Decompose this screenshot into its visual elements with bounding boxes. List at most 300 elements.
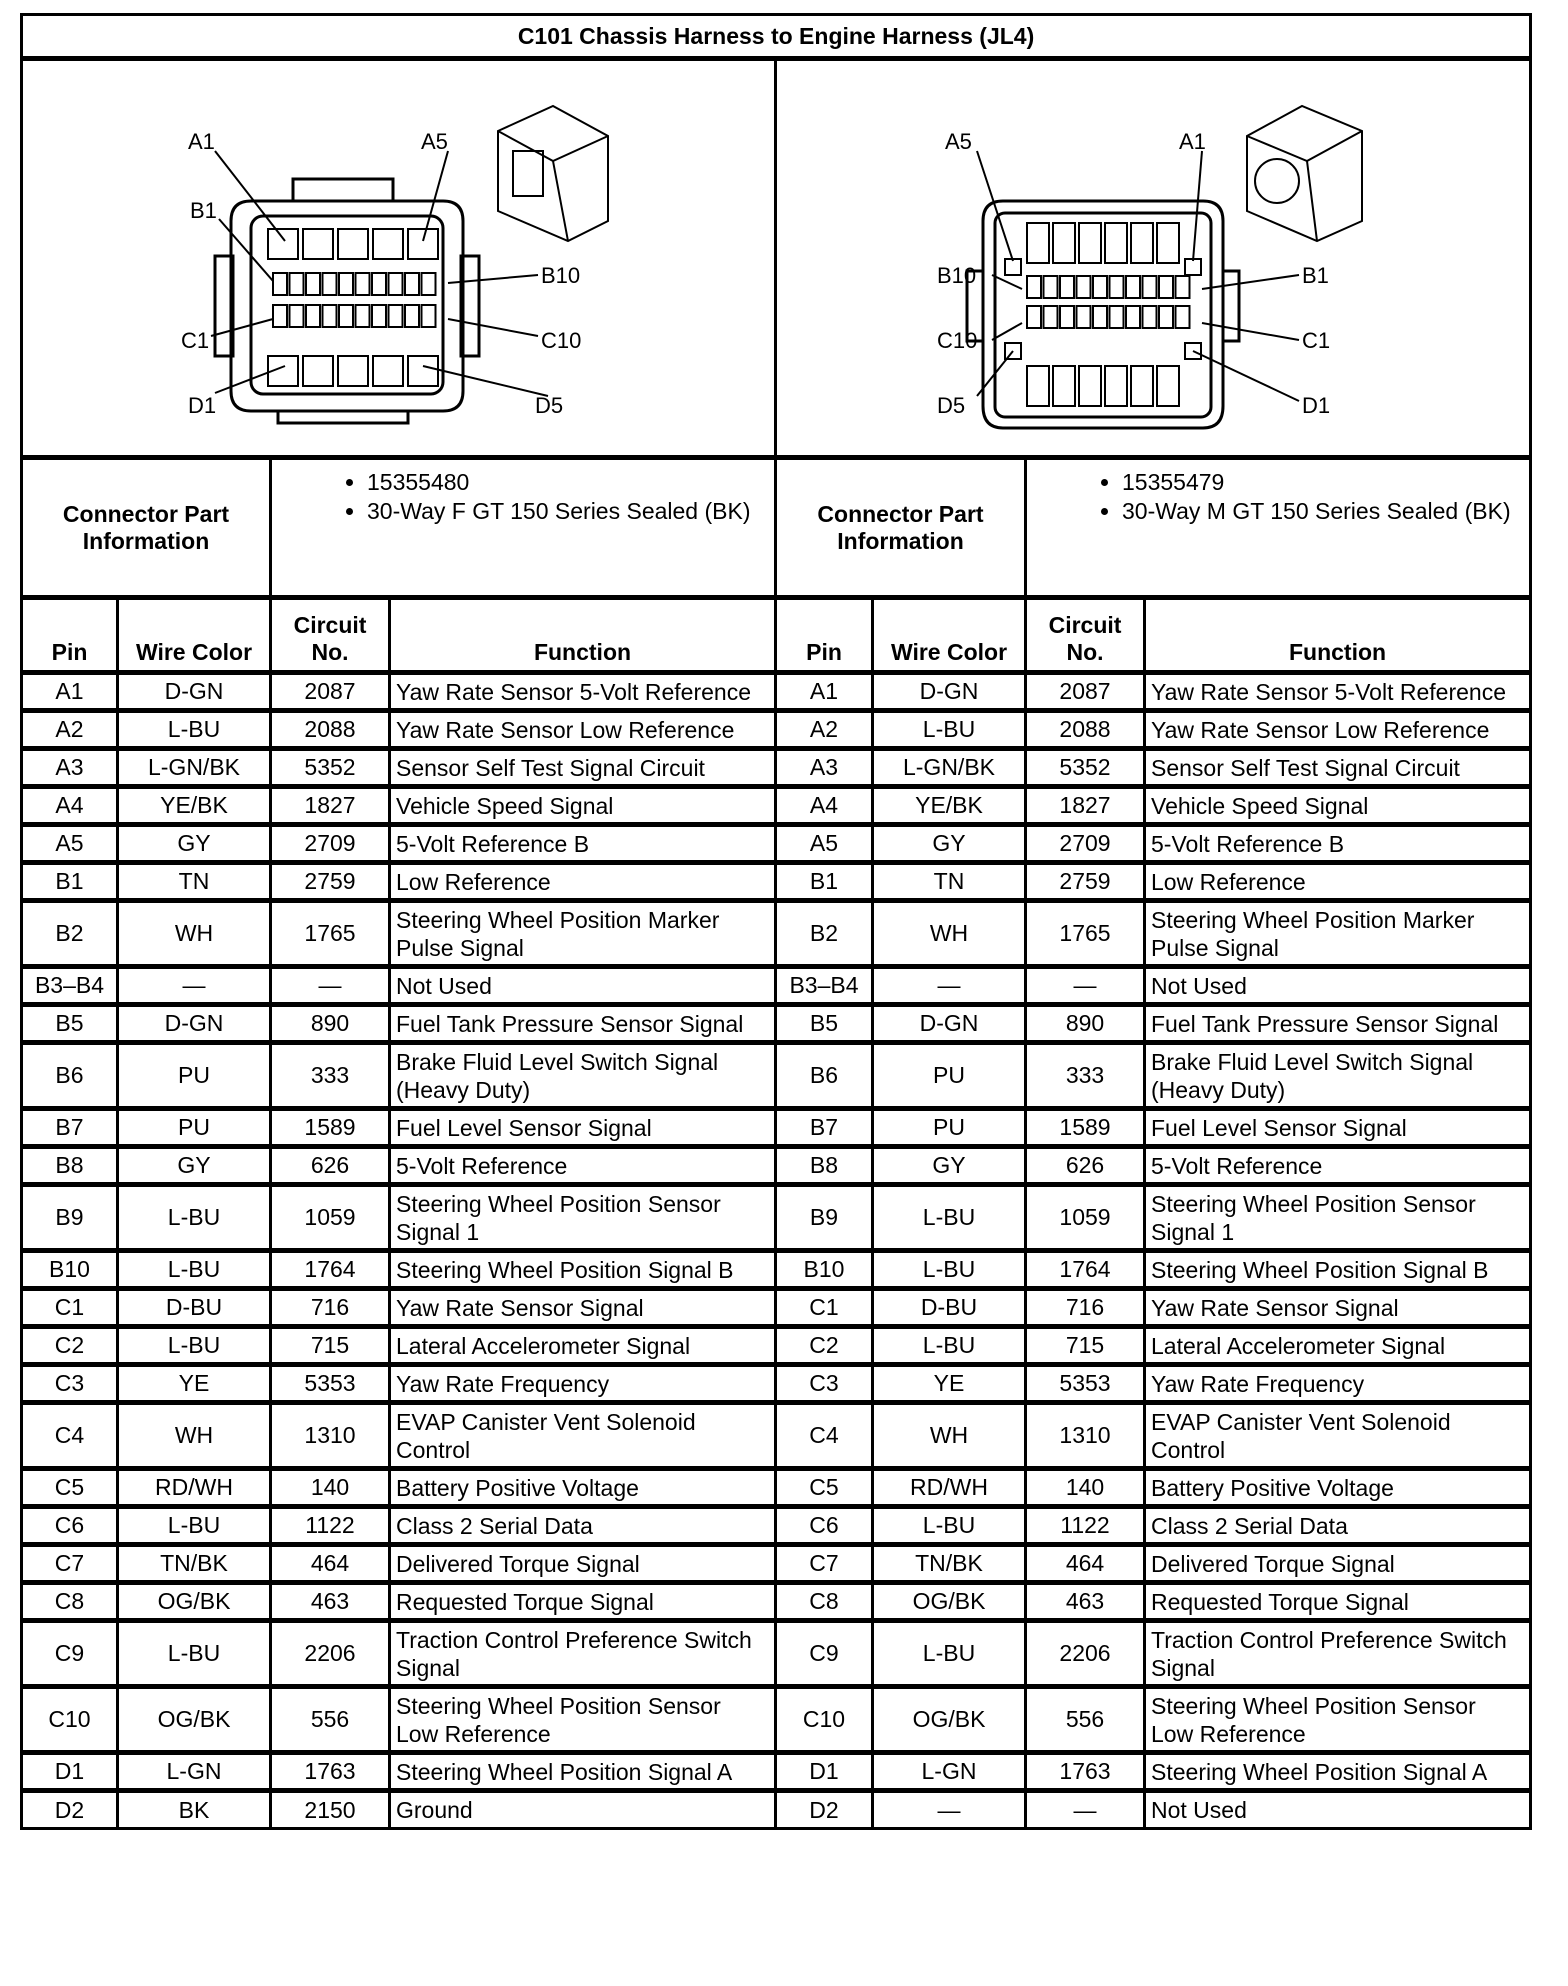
table-row bbox=[22, 1469, 1531, 1507]
pin-label-a5: A5 bbox=[421, 129, 448, 154]
wire-color-cell: GY bbox=[873, 825, 1026, 863]
pin-label-b10: B10 bbox=[937, 263, 977, 288]
pin-cell: C1 bbox=[22, 1289, 118, 1327]
pin-cell: B3–B4 bbox=[776, 967, 873, 1005]
table-row bbox=[22, 1147, 1531, 1185]
function-cell: Lateral Accelerometer Signal bbox=[390, 1327, 776, 1365]
pin-cell: A4 bbox=[22, 787, 118, 825]
pin-cell: C9 bbox=[22, 1621, 118, 1687]
wire-color-cell: PU bbox=[118, 1109, 271, 1147]
pin-cavity bbox=[405, 305, 419, 327]
connector-part-label: Connector Part Information bbox=[22, 458, 271, 598]
pin-cavity bbox=[1093, 306, 1107, 328]
table-row bbox=[22, 1687, 1531, 1753]
wire-color-cell: L-BU bbox=[873, 1185, 1026, 1251]
header-function: Function bbox=[1145, 598, 1531, 673]
pin-cavity bbox=[1126, 276, 1140, 298]
pin-cell: C5 bbox=[776, 1469, 873, 1507]
circuit-number-cell: 1059 bbox=[1026, 1185, 1145, 1251]
circuit-number-cell: 463 bbox=[271, 1583, 390, 1621]
wire-color-cell: TN bbox=[873, 863, 1026, 901]
wire-color-cell: L-BU bbox=[873, 711, 1026, 749]
pin-cell: B9 bbox=[22, 1185, 118, 1251]
function-cell: 5-Volt Reference B bbox=[390, 825, 776, 863]
circuit-number-cell: 715 bbox=[1026, 1327, 1145, 1365]
table-row bbox=[22, 1791, 1531, 1829]
pin-cell: A2 bbox=[22, 711, 118, 749]
circuit-number-cell: 716 bbox=[271, 1289, 390, 1327]
pin-label-c1: C1 bbox=[181, 328, 210, 353]
function-cell: Low Reference bbox=[390, 863, 776, 901]
pin-label-a5: A5 bbox=[945, 129, 972, 154]
pin-cell: C10 bbox=[776, 1687, 873, 1753]
circuit-number-cell: 626 bbox=[271, 1147, 390, 1185]
wire-color-cell: OG/BK bbox=[118, 1687, 271, 1753]
wire-color-cell: PU bbox=[873, 1043, 1026, 1109]
pin-cell: C7 bbox=[22, 1545, 118, 1583]
wire-color-cell: WH bbox=[873, 901, 1026, 967]
pin-cavity bbox=[356, 273, 370, 295]
circuit-number-cell: 2150 bbox=[271, 1791, 390, 1829]
circuit-number-cell: 2759 bbox=[1026, 863, 1145, 901]
pin-cavity bbox=[389, 273, 403, 295]
wire-color-cell: GY bbox=[118, 1147, 271, 1185]
function-cell: Traction Control Preference Switch Signal bbox=[390, 1621, 776, 1687]
pin-label-c1: C1 bbox=[1302, 328, 1331, 353]
wire-color-cell: YE/BK bbox=[118, 787, 271, 825]
function-cell: Not Used bbox=[1145, 1791, 1531, 1829]
table-row bbox=[22, 1621, 1531, 1687]
circuit-number-cell: 333 bbox=[271, 1043, 390, 1109]
circuit-number-cell: 464 bbox=[271, 1545, 390, 1583]
pin-cavity bbox=[1110, 306, 1124, 328]
table-row bbox=[22, 825, 1531, 863]
function-cell: Traction Control Preference Switch Signal bbox=[1145, 1621, 1531, 1687]
table-row bbox=[22, 863, 1531, 901]
pin-cavity bbox=[1027, 223, 1049, 263]
circuit-number-cell: 1827 bbox=[271, 787, 390, 825]
connector-3d-icon bbox=[1247, 106, 1362, 241]
function-cell: Steering Wheel Position Signal B bbox=[1145, 1251, 1531, 1289]
circuit-number-cell: 2206 bbox=[1026, 1621, 1145, 1687]
function-cell: Steering Wheel Position Marker Pulse Signal bbox=[390, 901, 776, 967]
pin-cell: B8 bbox=[22, 1147, 118, 1185]
circuit-number-cell: 1310 bbox=[1026, 1403, 1145, 1469]
circuit-number-cell: 1059 bbox=[271, 1185, 390, 1251]
function-cell: Battery Positive Voltage bbox=[1145, 1469, 1531, 1507]
pin-cavity bbox=[1105, 366, 1127, 406]
pin-label-c10: C10 bbox=[937, 328, 978, 353]
pin-cavity bbox=[1060, 276, 1074, 298]
header-circuit-no: Circuit No. bbox=[271, 598, 390, 673]
pin-label-b1: B1 bbox=[1302, 263, 1329, 288]
circuit-number-cell: 2087 bbox=[271, 673, 390, 711]
table-row bbox=[22, 1109, 1531, 1147]
wire-color-cell: L-BU bbox=[118, 1251, 271, 1289]
circuit-number-cell: 890 bbox=[1026, 1005, 1145, 1043]
pin-cell: B3–B4 bbox=[22, 967, 118, 1005]
wire-color-cell: L-GN bbox=[873, 1753, 1026, 1791]
wire-color-cell: D-GN bbox=[118, 673, 271, 711]
wire-color-cell: L-BU bbox=[118, 1621, 271, 1687]
function-cell: Steering Wheel Position Sensor Low Reference bbox=[390, 1687, 776, 1753]
pin-cell: C3 bbox=[776, 1365, 873, 1403]
connector-part-info bbox=[271, 458, 776, 598]
circuit-number-cell: 1827 bbox=[1026, 787, 1145, 825]
pin-cavity bbox=[1110, 276, 1124, 298]
pin-cavity bbox=[273, 273, 287, 295]
function-cell: Yaw Rate Frequency bbox=[390, 1365, 776, 1403]
table-row bbox=[22, 967, 1531, 1005]
wire-color-cell: L-BU bbox=[873, 1327, 1026, 1365]
pin-cell: B9 bbox=[776, 1185, 873, 1251]
header-function: Function bbox=[390, 598, 776, 673]
pin-label-d5: D5 bbox=[535, 393, 564, 418]
circuit-number-cell: 5353 bbox=[271, 1365, 390, 1403]
circuit-number-cell: 1589 bbox=[271, 1109, 390, 1147]
circuit-number-cell: 556 bbox=[1026, 1687, 1145, 1753]
pin-cavity bbox=[290, 273, 304, 295]
wire-color-cell: OG/BK bbox=[873, 1687, 1026, 1753]
table-row bbox=[22, 1289, 1531, 1327]
pin-cavity bbox=[1077, 276, 1091, 298]
wire-color-cell: L-BU bbox=[118, 711, 271, 749]
pin-cavity bbox=[1060, 306, 1074, 328]
function-cell: Brake Fluid Level Switch Signal (Heavy Duty) bbox=[390, 1043, 776, 1109]
male-connector-drawing bbox=[777, 61, 1531, 449]
function-cell: Yaw Rate Sensor Low Reference bbox=[1145, 711, 1531, 749]
pin-cell: B6 bbox=[776, 1043, 873, 1109]
wire-color-cell: YE bbox=[873, 1365, 1026, 1403]
pin-label-b10: B10 bbox=[541, 263, 581, 288]
pin-cavity bbox=[339, 273, 353, 295]
pin-cavity bbox=[1079, 366, 1101, 406]
pin-cavity bbox=[372, 305, 386, 327]
column-headers bbox=[22, 598, 1531, 673]
pin-cell: B7 bbox=[22, 1109, 118, 1147]
circuit-number-cell: 1763 bbox=[271, 1753, 390, 1791]
function-cell: Sensor Self Test Signal Circuit bbox=[390, 749, 776, 787]
wire-color-cell: RD/WH bbox=[118, 1469, 271, 1507]
function-cell: Sensor Self Test Signal Circuit bbox=[1145, 749, 1531, 787]
pin-cavity bbox=[1131, 223, 1153, 263]
pin-cell: C5 bbox=[22, 1469, 118, 1507]
pin-cavity bbox=[1143, 306, 1157, 328]
circuit-number-cell: 1589 bbox=[1026, 1109, 1145, 1147]
wire-color-cell: — bbox=[873, 967, 1026, 1005]
function-cell: Requested Torque Signal bbox=[390, 1583, 776, 1621]
wire-color-cell: L-GN/BK bbox=[118, 749, 271, 787]
pin-cell: B2 bbox=[22, 901, 118, 967]
table-row bbox=[22, 711, 1531, 749]
circuit-number-cell: 333 bbox=[1026, 1043, 1145, 1109]
pin-cavity bbox=[1027, 276, 1041, 298]
circuit-number-cell: 2759 bbox=[271, 863, 390, 901]
table-row bbox=[22, 749, 1531, 787]
circuit-number-cell: 1765 bbox=[271, 901, 390, 967]
pin-cell: B5 bbox=[22, 1005, 118, 1043]
wire-color-cell: L-BU bbox=[118, 1507, 271, 1545]
header-wire-color: Wire Color bbox=[873, 598, 1026, 673]
pin-cell: C2 bbox=[776, 1327, 873, 1365]
circuit-number-cell: 2206 bbox=[271, 1621, 390, 1687]
wire-color-cell: OG/BK bbox=[873, 1583, 1026, 1621]
pin-cell: A3 bbox=[776, 749, 873, 787]
pin-cell: A5 bbox=[22, 825, 118, 863]
pin-cell: A5 bbox=[776, 825, 873, 863]
table-row bbox=[22, 1365, 1531, 1403]
pin-cavity bbox=[1157, 223, 1179, 263]
connector-part-label: Connector Part Information bbox=[776, 458, 1026, 598]
circuit-number-cell: 626 bbox=[1026, 1147, 1145, 1185]
pin-cell: D1 bbox=[22, 1753, 118, 1791]
pin-cell: C10 bbox=[22, 1687, 118, 1753]
pin-cavity bbox=[1079, 223, 1101, 263]
wire-color-cell: WH bbox=[118, 901, 271, 967]
circuit-number-cell: 140 bbox=[271, 1469, 390, 1507]
pin-cavity bbox=[1131, 366, 1153, 406]
pin-cell: C4 bbox=[22, 1403, 118, 1469]
function-cell: Steering Wheel Position Signal A bbox=[390, 1753, 776, 1791]
function-cell: Steering Wheel Position Signal B bbox=[390, 1251, 776, 1289]
wire-color-cell: YE bbox=[118, 1365, 271, 1403]
pin-cavity bbox=[290, 305, 304, 327]
circuit-number-cell: 556 bbox=[271, 1687, 390, 1753]
function-cell: Ground bbox=[390, 1791, 776, 1829]
pin-cell: C7 bbox=[776, 1545, 873, 1583]
pin-cavity bbox=[1027, 306, 1041, 328]
pin-cavity bbox=[1044, 306, 1058, 328]
circuit-number-cell: 715 bbox=[271, 1327, 390, 1365]
pin-label-a1: A1 bbox=[1179, 129, 1206, 154]
circuit-number-cell: 5352 bbox=[1026, 749, 1145, 787]
pin-cavity bbox=[1093, 276, 1107, 298]
circuit-number-cell: 1310 bbox=[271, 1403, 390, 1469]
header-circuit-no: Circuit No. bbox=[1026, 598, 1145, 673]
function-cell: Fuel Tank Pressure Sensor Signal bbox=[1145, 1005, 1531, 1043]
connector-3d-icon bbox=[498, 106, 608, 241]
table-row bbox=[22, 1545, 1531, 1583]
pin-cell: B5 bbox=[776, 1005, 873, 1043]
wire-color-cell: TN/BK bbox=[118, 1545, 271, 1583]
wire-color-cell: WH bbox=[118, 1403, 271, 1469]
pin-cavity bbox=[1053, 223, 1075, 263]
pin-cell: B7 bbox=[776, 1109, 873, 1147]
pin-cell: C8 bbox=[22, 1583, 118, 1621]
wire-color-cell: L-BU bbox=[873, 1621, 1026, 1687]
circuit-number-cell: 1764 bbox=[271, 1251, 390, 1289]
wire-color-cell: RD/WH bbox=[873, 1469, 1026, 1507]
function-cell: Steering Wheel Position Signal A bbox=[1145, 1753, 1531, 1791]
circuit-number-cell: 2088 bbox=[1026, 711, 1145, 749]
wire-color-cell: BK bbox=[118, 1791, 271, 1829]
connector-pinout-table bbox=[20, 13, 1532, 1830]
pin-cavity bbox=[389, 305, 403, 327]
pin-cell: B2 bbox=[776, 901, 873, 967]
part-description: • 30-Way M GT 150 Series Sealed (BK) bbox=[1122, 497, 1524, 526]
wire-color-cell: YE/BK bbox=[873, 787, 1026, 825]
pin-cell: C1 bbox=[776, 1289, 873, 1327]
table-row bbox=[22, 1583, 1531, 1621]
circuit-number-cell: 2709 bbox=[271, 825, 390, 863]
pin-cell: C2 bbox=[22, 1327, 118, 1365]
wire-color-cell: D-GN bbox=[873, 673, 1026, 711]
function-cell: Steering Wheel Position Sensor Signal 1 bbox=[1145, 1185, 1531, 1251]
wire-color-cell: GY bbox=[873, 1147, 1026, 1185]
wire-color-cell: L-BU bbox=[873, 1507, 1026, 1545]
table-row bbox=[22, 1507, 1531, 1545]
table-title: C101 Chassis Harness to Engine Harness (JL4) bbox=[22, 15, 1531, 59]
circuit-number-cell: 1764 bbox=[1026, 1251, 1145, 1289]
table-row bbox=[22, 901, 1531, 967]
pin-cell: C8 bbox=[776, 1583, 873, 1621]
function-cell: Yaw Rate Sensor 5-Volt Reference bbox=[390, 673, 776, 711]
wire-color-cell: D-GN bbox=[118, 1005, 271, 1043]
pin-cavity bbox=[1176, 276, 1190, 298]
header-pin: Pin bbox=[22, 598, 118, 673]
pin-label-d5: D5 bbox=[937, 393, 966, 418]
function-cell: Class 2 Serial Data bbox=[1145, 1507, 1531, 1545]
pin-cavity bbox=[323, 305, 337, 327]
wire-color-cell: OG/BK bbox=[118, 1583, 271, 1621]
function-cell: Vehicle Speed Signal bbox=[1145, 787, 1531, 825]
table-row bbox=[22, 1251, 1531, 1289]
table-row bbox=[22, 1403, 1531, 1469]
pin-cell: A1 bbox=[776, 673, 873, 711]
pin-cavity bbox=[339, 305, 353, 327]
table-row bbox=[22, 1005, 1531, 1043]
function-cell: Battery Positive Voltage bbox=[390, 1469, 776, 1507]
pin-cavity bbox=[405, 273, 419, 295]
circuit-number-cell: 2709 bbox=[1026, 825, 1145, 863]
pin-label-a1: A1 bbox=[188, 129, 215, 154]
function-cell: Low Reference bbox=[1145, 863, 1531, 901]
table-row bbox=[22, 1043, 1531, 1109]
function-cell: Fuel Level Sensor Signal bbox=[1145, 1109, 1531, 1147]
pin-cell: C6 bbox=[776, 1507, 873, 1545]
pin-cavity bbox=[1053, 366, 1075, 406]
pin-cavity bbox=[1044, 276, 1058, 298]
pin-cell: A2 bbox=[776, 711, 873, 749]
function-cell: Yaw Rate Sensor Low Reference bbox=[390, 711, 776, 749]
circuit-number-cell: 2087 bbox=[1026, 673, 1145, 711]
pin-cavity bbox=[273, 305, 287, 327]
male-connector-diagram bbox=[776, 59, 1531, 458]
function-cell: EVAP Canister Vent Solenoid Control bbox=[1145, 1403, 1531, 1469]
circuit-number-cell: — bbox=[1026, 1791, 1145, 1829]
table-row bbox=[22, 1185, 1531, 1251]
circuit-number-cell: 463 bbox=[1026, 1583, 1145, 1621]
function-cell: Brake Fluid Level Switch Signal (Heavy Duty) bbox=[1145, 1043, 1531, 1109]
function-cell: Fuel Tank Pressure Sensor Signal bbox=[390, 1005, 776, 1043]
wire-color-cell: GY bbox=[118, 825, 271, 863]
function-cell: Class 2 Serial Data bbox=[390, 1507, 776, 1545]
part-number: • 15355479 bbox=[1122, 468, 1524, 497]
pin-cell: C9 bbox=[776, 1621, 873, 1687]
pin-cavity bbox=[1159, 306, 1173, 328]
function-cell: Vehicle Speed Signal bbox=[390, 787, 776, 825]
pin-cavity bbox=[372, 273, 386, 295]
function-cell: Delivered Torque Signal bbox=[390, 1545, 776, 1583]
pin-cell: B10 bbox=[776, 1251, 873, 1289]
pin-cell: B1 bbox=[22, 863, 118, 901]
circuit-number-cell: 464 bbox=[1026, 1545, 1145, 1583]
function-cell: 5-Volt Reference bbox=[390, 1147, 776, 1185]
circuit-number-cell: 5353 bbox=[1026, 1365, 1145, 1403]
wire-color-cell: D-BU bbox=[873, 1289, 1026, 1327]
circuit-number-cell: 1765 bbox=[1026, 901, 1145, 967]
function-cell: Steering Wheel Position Marker Pulse Signal bbox=[1145, 901, 1531, 967]
pin-cavity bbox=[1159, 276, 1173, 298]
table-row bbox=[22, 673, 1531, 711]
function-cell: 5-Volt Reference bbox=[1145, 1147, 1531, 1185]
female-connector-diagram bbox=[22, 59, 776, 458]
pin-cell: C4 bbox=[776, 1403, 873, 1469]
part-description: • 30-Way F GT 150 Series Sealed (BK) bbox=[367, 497, 769, 526]
pin-cavity bbox=[1143, 276, 1157, 298]
function-cell: 5-Volt Reference B bbox=[1145, 825, 1531, 863]
function-cell: Fuel Level Sensor Signal bbox=[390, 1109, 776, 1147]
wire-color-cell: — bbox=[873, 1791, 1026, 1829]
function-cell: Delivered Torque Signal bbox=[1145, 1545, 1531, 1583]
pin-cell: C3 bbox=[22, 1365, 118, 1403]
circuit-number-cell: 890 bbox=[271, 1005, 390, 1043]
wire-color-cell: TN bbox=[118, 863, 271, 901]
function-cell: Yaw Rate Sensor Signal bbox=[1145, 1289, 1531, 1327]
wire-color-cell: L-BU bbox=[118, 1185, 271, 1251]
pin-label-d1: D1 bbox=[1302, 393, 1331, 418]
pin-cell: C6 bbox=[22, 1507, 118, 1545]
function-cell: Yaw Rate Sensor 5-Volt Reference bbox=[1145, 673, 1531, 711]
function-cell: EVAP Canister Vent Solenoid Control bbox=[390, 1403, 776, 1469]
pin-cavity bbox=[1105, 223, 1127, 263]
pin-cell: B10 bbox=[22, 1251, 118, 1289]
pin-cavity bbox=[1176, 306, 1190, 328]
wire-color-cell: PU bbox=[873, 1109, 1026, 1147]
wire-color-cell: L-BU bbox=[873, 1251, 1026, 1289]
pin-cavity bbox=[306, 305, 320, 327]
pin-cavity bbox=[306, 273, 320, 295]
circuit-number-cell: 5352 bbox=[271, 749, 390, 787]
pin-cell: B1 bbox=[776, 863, 873, 901]
table-row bbox=[22, 787, 1531, 825]
table-row bbox=[22, 1753, 1531, 1791]
wire-color-cell: PU bbox=[118, 1043, 271, 1109]
wire-color-cell: L-GN/BK bbox=[873, 749, 1026, 787]
pin-cell: D2 bbox=[22, 1791, 118, 1829]
function-cell: Yaw Rate Frequency bbox=[1145, 1365, 1531, 1403]
wire-color-cell: D-BU bbox=[118, 1289, 271, 1327]
wire-color-cell: TN/BK bbox=[873, 1545, 1026, 1583]
function-cell: Not Used bbox=[1145, 967, 1531, 1005]
circuit-number-cell: 140 bbox=[1026, 1469, 1145, 1507]
wire-color-cell: WH bbox=[873, 1403, 1026, 1469]
pin-cavity bbox=[1027, 366, 1049, 406]
pin-cavity bbox=[1157, 366, 1179, 406]
pin-cavity bbox=[323, 273, 337, 295]
header-wire-color: Wire Color bbox=[118, 598, 271, 673]
pin-cavity bbox=[356, 305, 370, 327]
circuit-number-cell: — bbox=[1026, 967, 1145, 1005]
circuit-number-cell: 1763 bbox=[1026, 1753, 1145, 1791]
header-pin: Pin bbox=[776, 598, 873, 673]
circuit-number-cell: — bbox=[271, 967, 390, 1005]
function-cell: Requested Torque Signal bbox=[1145, 1583, 1531, 1621]
circuit-number-cell: 2088 bbox=[271, 711, 390, 749]
wire-color-cell: — bbox=[118, 967, 271, 1005]
circuit-number-cell: 1122 bbox=[271, 1507, 390, 1545]
wire-color-cell: D-GN bbox=[873, 1005, 1026, 1043]
